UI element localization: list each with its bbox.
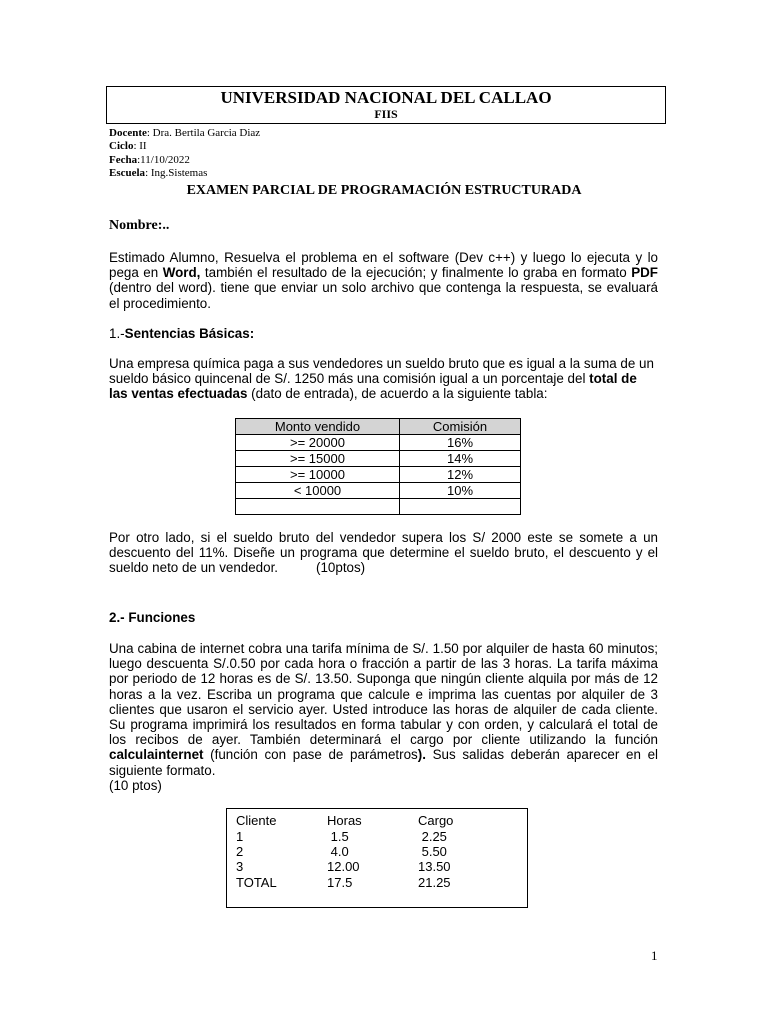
cell-cliente: 2 [236,844,244,859]
section-2-heading [109,610,195,625]
section-1-text-1: Una empresa química paga a sus vendedores un sueldo bruto que es igual a la suma de un sueldo básico quincenal de S/. 1250 más una comisión igual a un porcentaje del [109,356,654,387]
intro-text-2: también el resultado de la ejecución; y finalmente lo graba en formato [200,265,632,281]
table-row [236,435,521,451]
university-header [106,86,666,124]
table-row-total [227,875,527,891]
cell-cliente: 3 [236,859,244,874]
faculty-name: FIIS [374,107,398,121]
intro-text-3: (dentro del word). tiene que enviar un solo archivo que contenga la respuesta, se evaluará el procedimiento. [109,280,658,311]
cell-horas: 12.00 [327,859,360,874]
section-2-title: 2.- Funciones [109,610,196,625]
meta-fecha [109,154,190,167]
section-1-paragraph [109,356,658,402]
section-2-text-2: (función con pase de parámetros [203,747,418,763]
escuela-label: Escuela [109,167,146,179]
cell-monto: >= 20000 [236,435,400,451]
section-1-title: Sentencias Básicas: [124,326,255,341]
cell-comision [400,499,521,515]
cell-monto: >= 15000 [236,451,400,467]
cell-cliente: 1 [236,829,244,844]
docente-value: : Dra. Bertila Garcia Diaz [146,127,261,139]
cell-cargo: 21.25 [418,875,451,890]
cell-cargo: 13.50 [418,859,451,874]
commission-table [235,418,521,515]
exam-title: EXAMEN PARCIAL DE PROGRAMACIÓN ESTRUCTURADA [186,183,582,198]
docente-label: Docente [109,127,147,139]
meta-escuela [109,167,207,180]
header-cargo: Cargo [418,813,454,828]
intro-word: Word, [162,265,201,281]
section-1-text-2: (dato de entrada), de acuerdo a la siguiente tabla: [247,386,548,402]
table-row [227,829,527,845]
section-1-text-3: Por otro lado, si el sueldo bruto del vendedor supera los S/ 2000 este se somete a un descuento del 11%. Diseñe un programa que determine el sueldo bruto, el descuento y el sueldo neto de un vendedor. [109,530,658,576]
fecha-value: :11/10/2022 [137,154,190,166]
section-2-func: calculainternet [109,747,204,763]
section-2-text-1: Una cabina de internet cobra una tarifa mínima de S/. 1.50 por alquiler de hasta 60 minutos; luego descuenta S/.0.50 por cada hora o fracción a partir de las 3 horas. La tarifa máxima por periodo de 12 horas es de S/. 13.50. Suponga que ningún cliente alquila por más de 12 horas a la vez. Escriba un programa que calcule e imprima las cuentas por alquiler de 3 clientes que usaron el servicio ayer. Usted introduce las horas de alquiler de cada cliente. Su programa imprimirá los resultados en forma tabular y con orden, y calculará el total de los recibos de ayer. También determinará el cargo por cliente utilizando la función [109,641,658,748]
section-2-paragraph [109,641,658,793]
meta-ciclo [109,140,147,153]
intro-paragraph [109,250,658,311]
cargo-table [226,808,528,908]
cell-cargo: 5.50 [418,844,447,859]
meta-docente [109,127,260,140]
section-2-text-2b: ). [417,747,426,763]
section-1-paragraph-2 [109,530,658,576]
section-1-number: 1.- [109,326,125,341]
table-row [227,844,527,860]
cell-cargo: 2.25 [418,829,447,844]
section-1-bold: total de las ventas efectuadas [109,371,637,402]
table-row [236,467,521,483]
cell-comision: 16% [400,435,521,451]
header-monto: Monto vendido [236,419,400,435]
table-row [236,451,521,467]
fecha-label: Fecha [109,154,138,166]
header-horas: Horas [327,813,362,828]
ciclo-value: : II [133,140,147,152]
cell-cliente: TOTAL [236,875,277,890]
table-header-row [236,419,521,435]
section-1-heading [109,326,254,341]
header-comision: Comisión [400,419,521,435]
table-row [236,483,521,499]
nombre-label: Nombre:.. [109,218,170,233]
escuela-value: : Ing.Sistemas [145,167,208,179]
cell-monto: >= 10000 [236,467,400,483]
cell-horas: 1.5 [327,829,349,844]
table-row [227,859,527,875]
cell-monto [236,499,400,515]
cell-monto: < 10000 [236,483,400,499]
cell-comision: 10% [400,483,521,499]
cell-horas: 4.0 [327,844,349,859]
cargo-header-row [227,813,527,829]
section-2-points: (10 ptos) [109,777,162,793]
table-row-empty [236,499,521,515]
university-name: UNIVERSIDAD NACIONAL DEL CALLAO [220,88,552,107]
ciclo-label: Ciclo [109,140,134,152]
cell-comision: 12% [400,467,521,483]
intro-pdf: PDF [631,265,658,281]
section-1-points: (10ptos) [316,560,366,576]
section-2-text-3: Sus salidas deberán aparecer en el siguiente formato. [109,747,658,778]
cell-horas: 17.5 [327,875,353,890]
page-number: 1 [651,948,658,963]
cell-comision: 14% [400,451,521,467]
intro-text-1: Estimado Alumno, Resuelva el problema en el software (Dev c++) y luego lo ejecuta y lo pega en [109,250,658,281]
header-cliente: Cliente [236,813,277,828]
